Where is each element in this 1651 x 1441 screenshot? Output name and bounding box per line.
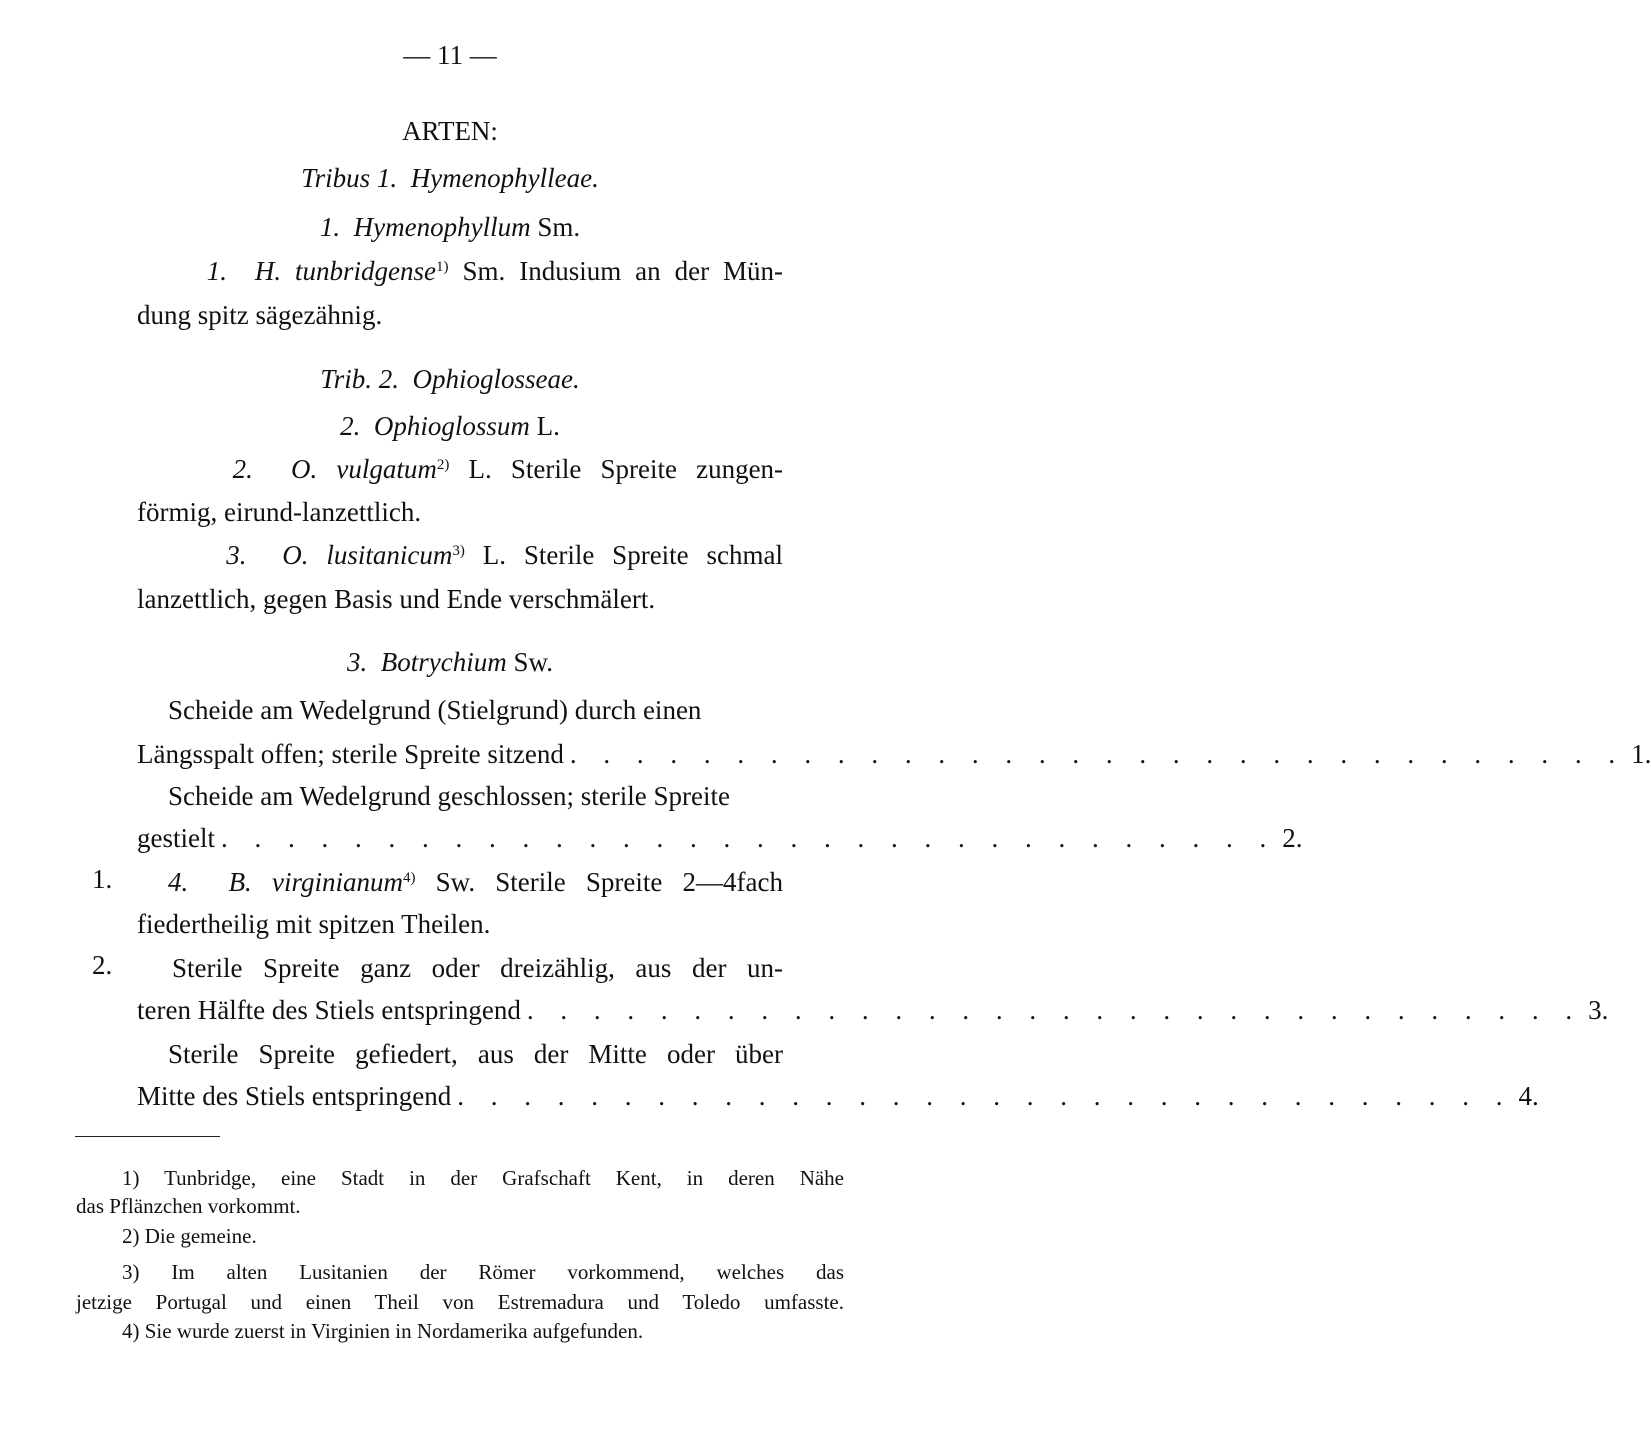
tribus-2-heading: Trib. 2. Ophioglosseae. bbox=[320, 364, 580, 394]
species-2-entry-cont: förmig, eirund-lanzettlich. bbox=[137, 497, 422, 527]
footnote-separator bbox=[75, 1136, 220, 1137]
key-target: 3. bbox=[1588, 995, 1609, 1025]
section-heading: ARTEN: bbox=[402, 116, 498, 146]
leader-dots: . . . . . . . . . . . . . . . . . . . . . . . . . . . . . . . . bbox=[457, 1081, 1513, 1111]
footnote-4: 4) Sie wurde zuerst in Virginien in Nordamerika aufgefunden. bbox=[122, 1319, 644, 1343]
footnote-2: 2) Die gemeine. bbox=[122, 1224, 257, 1248]
key-1b-line1: Scheide am Wedelgrund geschlossen; sterile Spreite bbox=[168, 781, 730, 811]
genus-3-heading: 3. Botrychium Sw. bbox=[347, 647, 553, 677]
leader-dots: . . . . . . . . . . . . . . . . . . . . . . . . . . . . . . . . bbox=[569, 739, 1626, 769]
key-target: 1. bbox=[1631, 739, 1651, 769]
key-target: 2. bbox=[1282, 823, 1303, 853]
footnote-1: 1) Tunbridge, eine Stadt in der Grafschaft Kent, in deren Nähe bbox=[122, 1166, 844, 1190]
species-1-entry: 1. H. tunbridgense$^{1)}$ Sm. Indusium an der Mün- bbox=[206, 256, 784, 286]
page-number: — 11 — bbox=[403, 40, 497, 70]
footnote-ref: 4) bbox=[402, 870, 416, 886]
key-2a-line2: teren Hälfte des Stiels entspringend . . . . . . . . . . . . . . . . . . . . . . . . . . . . . . . . 3. bbox=[137, 995, 1609, 1025]
key-2a-line1: Sterile Spreite ganz oder dreizählig, aus der un- bbox=[172, 953, 783, 983]
species-4-entry: 4. B. virginianum$^{4)}$ Sw. Sterile Spreite 2—4fach bbox=[168, 867, 784, 897]
footnote-3-cont: jetzige Portugal und einen Theil von Estremadura und Toledo umfasste. bbox=[76, 1290, 844, 1314]
species-4-entry-cont: fiedertheilig mit spitzen Theilen. bbox=[137, 909, 491, 939]
key-target: 4. bbox=[1518, 1081, 1539, 1111]
genus-1-heading: 1. Hymenophyllum Sm. bbox=[319, 212, 581, 242]
footnote-ref: 1) bbox=[436, 259, 449, 275]
species-2-entry: 2. O. vulgatum$^{2)}$ L. Sterile Spreite zungen- bbox=[232, 454, 784, 484]
leader-dots: . . . . . . . . . . . . . . . . . . . . . . . . . . . . . . . . bbox=[526, 995, 1583, 1025]
footnote-1-cont: das Pflänzchen vorkommt. bbox=[76, 1194, 301, 1218]
key-1a-line2: Längsspalt offen; sterile Spreite sitzend . . . . . . . . . . . . . . . . . . . . . . . . . . . . . . . . 1. bbox=[137, 739, 1651, 769]
key-1b-line2: gestielt . . . . . . . . . . . . . . . . . . . . . . . . . . . . . . . . 2. bbox=[137, 823, 1303, 853]
key-2b-line1: Sterile Spreite gefiedert, aus der Mitte oder über bbox=[168, 1039, 783, 1069]
footnote-3: 3) Im alten Lusitanien der Römer vorkommend, welches das bbox=[122, 1260, 844, 1284]
species-3-entry-cont: lanzettlich, gegen Basis und Ende verschmälert. bbox=[137, 584, 656, 614]
species-1-entry-cont: dung spitz sägezähnig. bbox=[137, 300, 383, 330]
genus-2-heading: 2. Ophioglossum L. bbox=[340, 411, 560, 441]
species-3-entry: 3. O. lusitanicum$^{3)}$ L. Sterile Spreite schmal bbox=[226, 540, 783, 570]
key-1a-line1: Scheide am Wedelgrund (Stielgrund) durch einen bbox=[168, 695, 702, 725]
footnote-ref: 2) bbox=[436, 457, 450, 473]
leader-dots: . . . . . . . . . . . . . . . . . . . . . . . . . . . . . . . . bbox=[220, 823, 1277, 853]
key-entry-1-label: 1. bbox=[92, 864, 113, 894]
footnote-ref: 3) bbox=[452, 543, 465, 559]
tribus-1-heading: Tribus 1. Hymenophylleae. bbox=[301, 163, 599, 193]
key-2b-line2: Mitte des Stiels entspringend . . . . . . . . . . . . . . . . . . . . . . . . . . . . . . . . 4. bbox=[137, 1081, 1539, 1111]
key-entry-2-label: 2. bbox=[92, 950, 113, 980]
